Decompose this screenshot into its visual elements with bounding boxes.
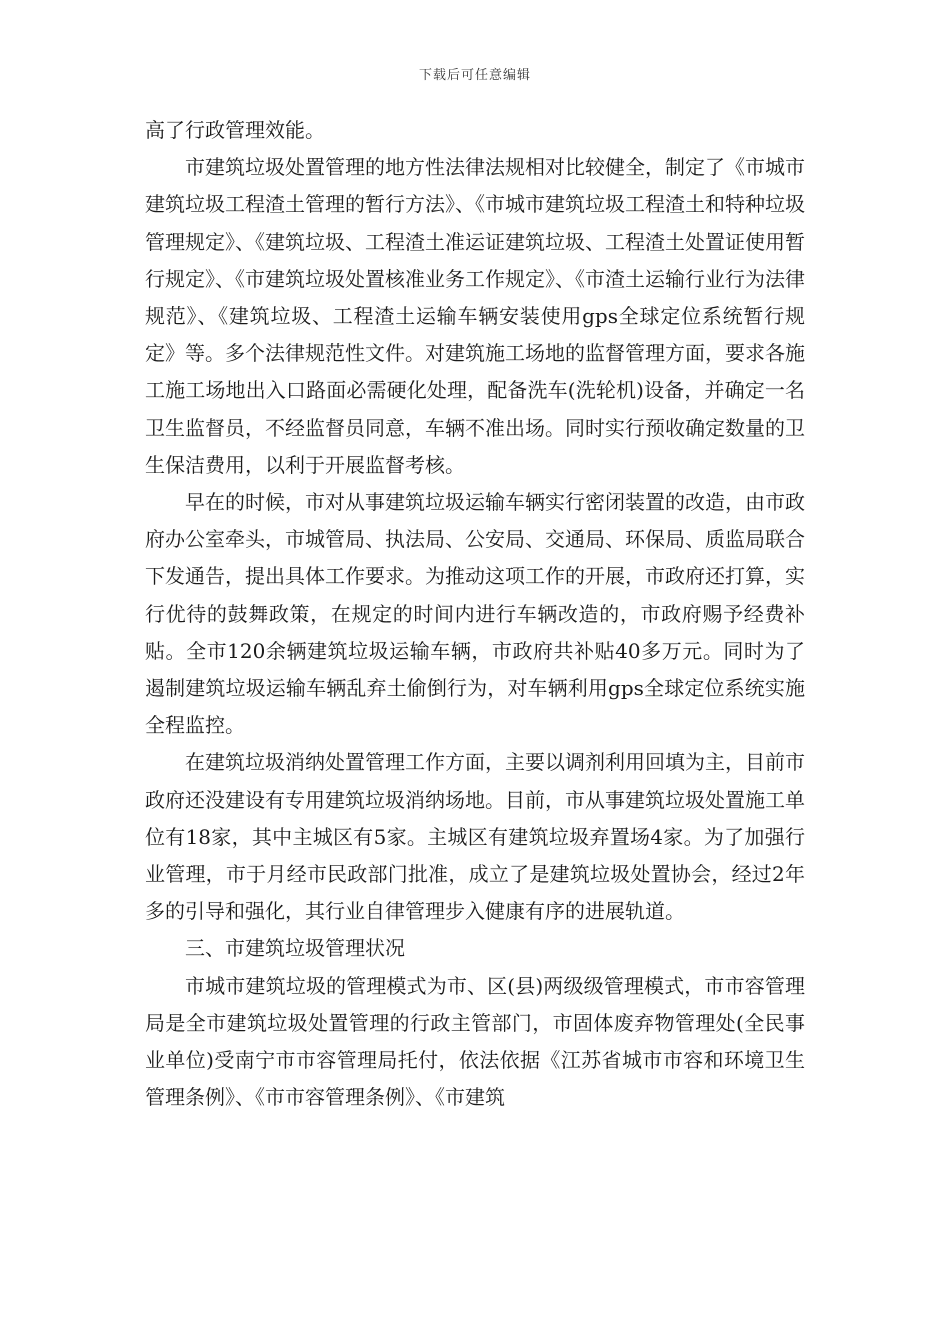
paragraph-disposal-management: 在建筑垃圾消纳处置管理工作方面，主要以调剂利用回填为主，目前市政府还没建设有专用建筑垃圾消纳场地。目前，市从事建筑垃圾处置施工单位有18家，其中主城区有5家。主城区有建筑垃圾弃置场4家。为了加强行业管理，市于月经市民政部门批准，成立了是建筑垃圾处置协会，经过2年多的引导和强化，其行业自律管理步入健康有序的进展轨道。	[145, 750, 805, 924]
section-heading: 三、市建筑垃圾管理状况	[185, 936, 405, 961]
page-header: 下载后可任意编辑	[418, 68, 531, 83]
document-body	[145, 112, 805, 1116]
paragraph-regulations: 市建筑垃圾处置管理的地方性法律法规相对比较健全，制定了《市城市建筑垃圾工程渣土管理的暂行方法》、《市城市建筑垃圾工程渣土和特种垃圾管理规定》、《建筑垃圾、工程渣土准运证建筑垃圾、工程渣土处置证使用暂行规定》、《市建筑垃圾处置核准业务工作规定》、《市渣土运输行业行为法律规范》、《建筑垃圾、工程渣土运输车辆安装使用gps全球定位系统暂行规定》等。多个法律规范性文件。对建筑施工场地的监督管理方面，要求各施工施工场地出入口路面必需硬化处理，配备洗车(洗轮机)设备，并确定一名卫生监督员，不经监督员同意，车辆不准出场。同时实行预收确定数量的卫生保洁费用，以利于开展监督考核。	[145, 155, 805, 477]
paragraph-continuation: 高了行政管理效能。	[145, 118, 325, 142]
paragraph-management-model: 市城市建筑垃圾的管理模式为市、区(县)两级级管理模式，市市容管理局是全市建筑垃圾处置管理的行政主管部门，市固体废弃物管理处(全民事业单位)受南宁市市容管理局托付，依法依据《江苏省城市市容和环境卫生管理条例》、《市市容管理条例》、《市建筑	[145, 973, 805, 1110]
paragraph-vehicle-retrofit: 早在的时候，市对从事建筑垃圾运输车辆实行密闭装置的改造，由市政府办公室牵头，市城管局、执法局、公安局、交通局、环保局、质监局联合下发通告，提出具体工作要求。为推动这项工作的开展，市政府还打算，实行优待的鼓舞政策，在规定的时间内进行车辆改造的，市政府赐予经费补贴。全市120余辆建筑垃圾运输车辆，市政府共补贴40多万元。同时为了遏制建筑垃圾运输车辆乱弃土偷倒行为，对车辆利用gps全球定位系统实施全程监控。	[145, 490, 805, 738]
